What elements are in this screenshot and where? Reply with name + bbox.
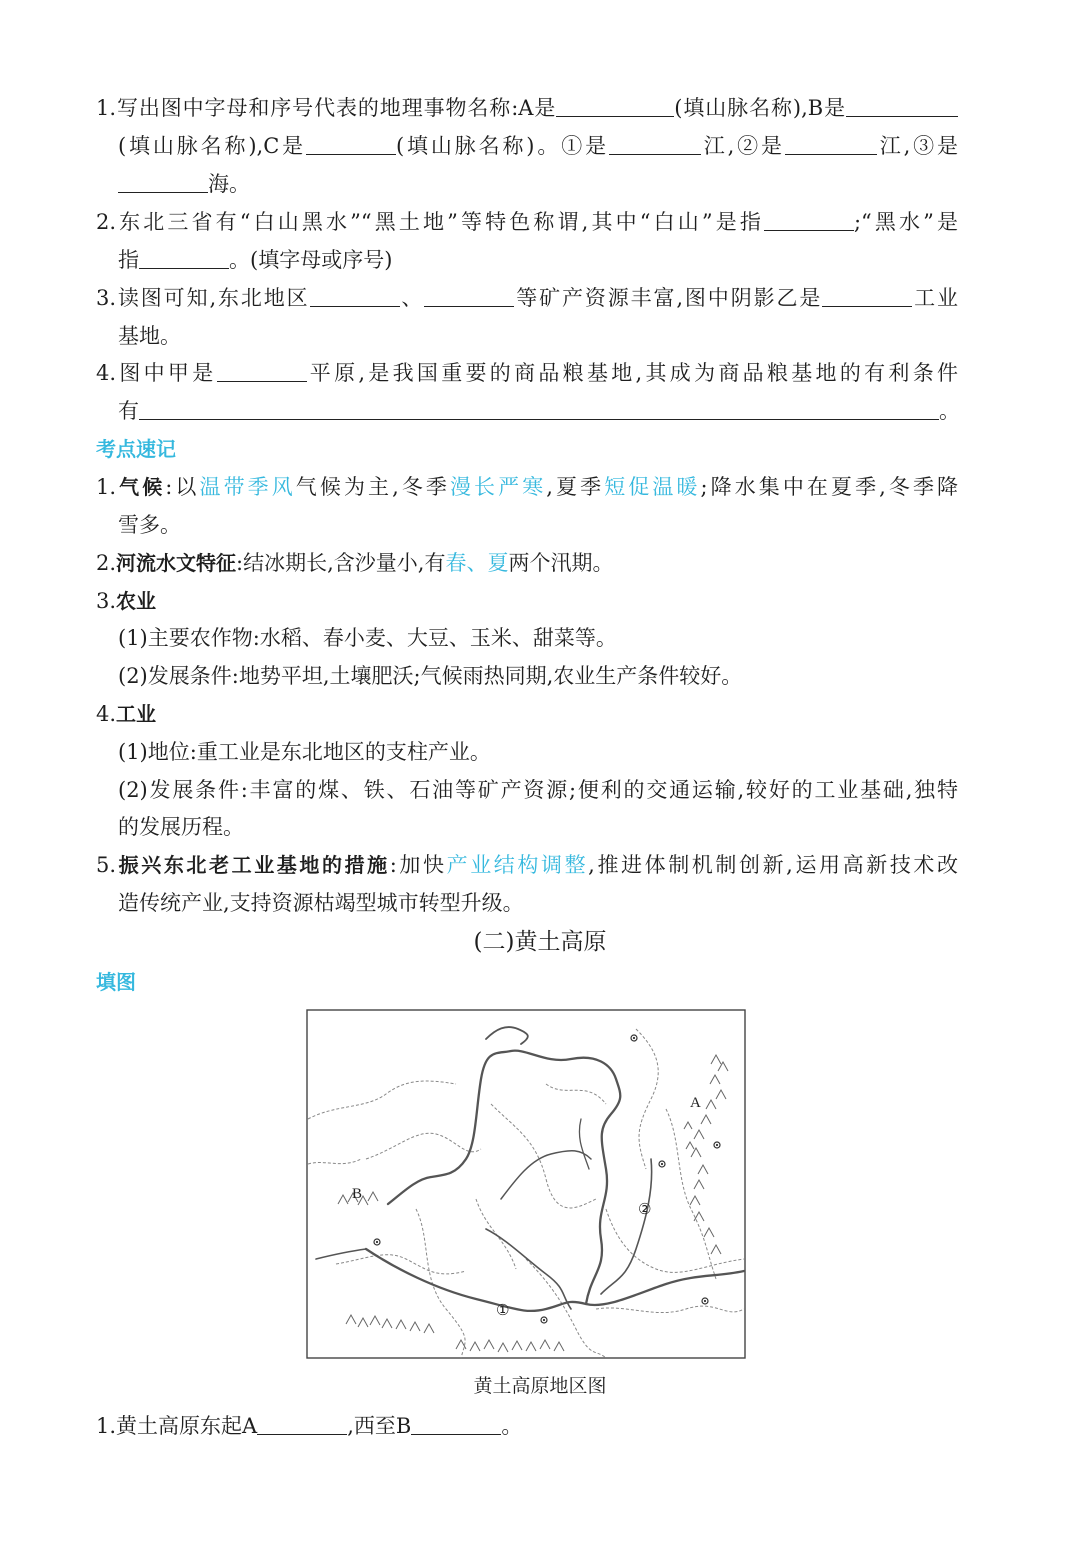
q1-line-3: 海。	[118, 169, 958, 199]
highlight-term: 春	[445, 551, 467, 575]
answer-blank-sea-3[interactable]	[118, 172, 208, 193]
q4-line-2: 有 。	[118, 399, 960, 423]
k3-sub-1: (1)主要农作物:水稻、春小麦、大豆、玉米、甜菜等。	[118, 626, 617, 650]
answer-blank-heishui[interactable]	[139, 248, 229, 269]
loess-q1-line: 1.黄土高原东起A ,西至B 。	[96, 1414, 523, 1438]
section-heading-kaodian: 考点速记	[96, 437, 176, 461]
k1-line-1: 1.气候:以温带季风气候为主,冬季漫长严寒,夏季短促温暖;降水集中在夏季,冬季降	[96, 475, 959, 499]
q3-line-1: 3.读图可知,东北地区 、 等矿产资源丰富,图中阴影乙是 工业	[96, 286, 958, 310]
highlight-term: 短促温暖	[604, 475, 701, 499]
k1-label: 气候	[116, 475, 166, 499]
highlight-term: 产业结构调整	[446, 853, 589, 877]
answer-blank-mineral-2[interactable]	[424, 286, 514, 307]
answer-blank-plain[interactable]	[217, 361, 307, 382]
k5-label: 振兴东北老工业基地的措施	[116, 853, 390, 877]
q1-line-2: (填山脉名称),C是 (填山脉名称)。①是 江,②是 江,③是	[118, 134, 958, 158]
map-label-river-1: ①	[496, 1301, 510, 1319]
answer-blank-mineral-1[interactable]	[310, 286, 400, 307]
map-frame	[307, 1010, 745, 1358]
answer-blank-river-2[interactable]	[785, 134, 877, 155]
answer-blank-river-1[interactable]	[609, 134, 701, 155]
map-label-river-2: ②	[638, 1200, 652, 1218]
q2-line-2: 指 。(填字母或序号)	[118, 248, 393, 272]
k4-label: 工业	[116, 702, 157, 726]
highlight-term: 温带季风	[199, 475, 296, 499]
map-label-b: B	[352, 1186, 363, 1202]
k4-heading: 4.工业	[96, 702, 157, 726]
k4-sub-2-line-2: 的发展历程。	[118, 815, 244, 839]
q3-line-2: 基地。	[118, 324, 181, 348]
section-heading-tiantu: 填图	[96, 970, 136, 994]
k2-line: 2.河流水文特征:结冰期长,含沙量小,有春、夏两个汛期。	[96, 551, 614, 575]
map-label-a: A	[690, 1095, 701, 1111]
map-caption: 黄土高原地区图	[473, 1375, 607, 1397]
highlight-term: 漫长严寒	[449, 475, 547, 499]
q2-line-1: 2.东北三省有“白山黑水”“黑土地”等特色称谓,其中“白山”是指 ;“黑水”是	[96, 210, 959, 234]
answer-blank-c[interactable]	[306, 134, 396, 155]
k3-label: 农业	[116, 589, 157, 613]
k5-line-1: 5.振兴东北老工业基地的措施:加快产业结构调整,推进体制机制创新,运用高新技术改	[96, 853, 959, 877]
answer-blank-baishan[interactable]	[764, 210, 854, 231]
q1-line-1: 1.写出图中字母和序号代表的地理事物名称:A是 (填山脉名称),B是	[96, 93, 958, 123]
answer-blank-west[interactable]	[411, 1414, 501, 1435]
highlight-term: 夏	[487, 551, 509, 575]
k2-label: 河流水文特征	[116, 551, 237, 575]
k4-sub-2-line-1: (2)发展条件:丰富的煤、铁、石油等矿产资源;便利的交通运输,较好的工业基础,独特	[118, 778, 958, 802]
k1-line-2: 雪多。	[118, 513, 181, 537]
answer-blank-industry-base[interactable]	[822, 286, 912, 307]
subsection-title: (二)黄土高原	[473, 929, 607, 955]
answer-blank-b[interactable]	[846, 96, 958, 117]
k3-sub-2: (2)发展条件:地势平坦,土壤肥沃;气候雨热同期,农业生产条件较好。	[118, 664, 743, 688]
answer-blank-conditions[interactable]	[139, 399, 939, 420]
q4-line-1: 4.图中甲是 平原,是我国重要的商品粮基地,其成为商品粮基地的有利条件	[96, 361, 958, 385]
k5-line-2: 造传统产业,支持资源枯竭型城市转型升级。	[118, 891, 524, 915]
k3-heading: 3.农业	[96, 589, 157, 613]
answer-blank-east[interactable]	[257, 1414, 347, 1435]
loess-plateau-map	[306, 1009, 746, 1359]
answer-blank-a[interactable]	[556, 96, 674, 117]
k4-sub-1: (1)地位:重工业是东北地区的支柱产业。	[118, 740, 491, 764]
